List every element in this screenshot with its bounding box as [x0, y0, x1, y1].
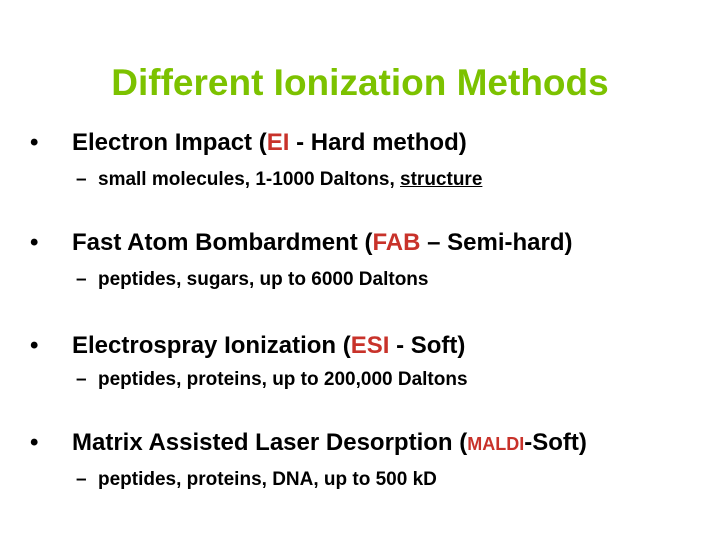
bullet-electron-impact [30, 128, 467, 158]
sub-bullet-text: peptides, proteins, up to 200,000 Daltons [98, 369, 468, 390]
bullet-text-suffix: - Hard method) [289, 129, 467, 156]
sub-bullet-text: peptides, proteins, DNA, up to 500 kD [98, 469, 437, 490]
bullet-fast-atom-bombardment [30, 228, 573, 258]
bullet-text: Electrospray Ionization ( [72, 332, 351, 359]
underlined-term-structure: structure [400, 169, 483, 190]
sub-bullet-fast-atom-bombardment [76, 267, 428, 293]
bullet-marker: • [30, 332, 39, 359]
sub-bullet-text: peptides, sugars, up to 6000 Daltons [98, 269, 429, 290]
bullet-marker: • [30, 429, 39, 456]
sub-bullet-text: small molecules, 1-1000 Daltons, [98, 169, 401, 190]
sub-bullet-maldi [76, 467, 437, 493]
bullet-marker: • [30, 129, 39, 156]
bullet-text-suffix: -Soft) [524, 429, 587, 456]
bullet-text: Electron Impact ( [72, 129, 267, 156]
abbreviation-fab: FAB [372, 229, 421, 256]
bullet-text-suffix: – Semi-hard) [420, 229, 573, 256]
bullet-text: Matrix Assisted Laser Desorption ( [72, 429, 468, 456]
sub-marker: – [76, 169, 87, 190]
sub-bullet-electron-impact [76, 167, 482, 193]
abbreviation-esi: ESI [350, 332, 390, 359]
bullet-maldi [30, 428, 587, 459]
slide-title: Different Ionization Methods [111, 62, 609, 103]
sub-marker: – [76, 269, 87, 290]
bullet-text: Fast Atom Bombardment ( [72, 229, 373, 256]
abbreviation-maldi: MALDI [467, 434, 525, 454]
sub-marker: – [76, 369, 87, 390]
bullet-text-suffix: - Soft) [389, 332, 466, 359]
abbreviation-ei: EI [266, 129, 290, 156]
sub-marker: – [76, 469, 87, 490]
sub-bullet-electrospray-ionization [76, 367, 468, 393]
bullet-marker: • [30, 229, 39, 256]
bullet-electrospray-ionization [30, 331, 465, 361]
